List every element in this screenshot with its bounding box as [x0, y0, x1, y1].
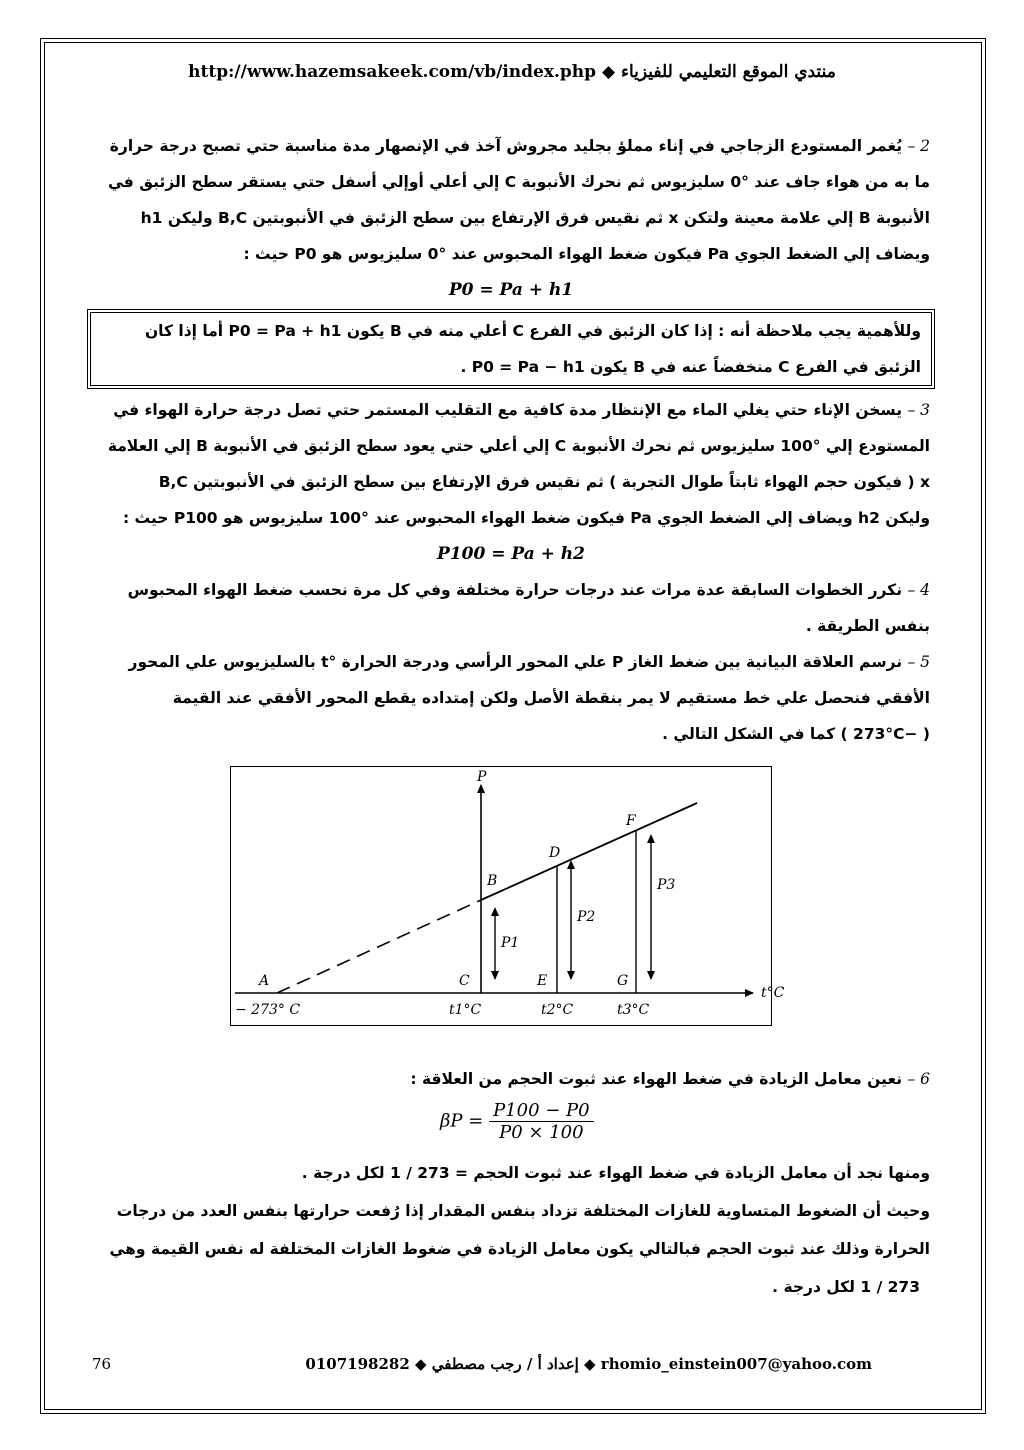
point-a: A: [259, 973, 270, 989]
step5-line2: الأفقي فنحصل علي خط مستقيم لا يمر بنقطة الأصل ولكن إمتداده يقطع المحور الأفقي عند القيمة: [172, 689, 930, 707]
label-p3: P3: [657, 877, 676, 893]
step6-line4: الحرارة وذلك عند ثبوت الحجم فبالتالي يكون معامل الزيادة في ضغوط الغازات المختلفة له نفس القيمة وهي: [109, 1240, 930, 1258]
label-p2: P2: [577, 909, 596, 925]
label-p1: P1: [501, 935, 520, 951]
point-d: D: [549, 845, 561, 861]
step3-line4: وليكن h2 ويضاف إلي الضغط الجوي Pa فيكون ضغط الهواء المحبوس عند °100 سليزيوس هو P100 حيث :: [122, 509, 930, 527]
step6-line2: ومنها نجد أن معامل الزيادة في ضغط الهواء عند ثبوت الحجم = 273 / 1 لكل درجة .: [301, 1164, 930, 1182]
pressure-temperature-graph: [230, 766, 785, 1026]
page-header: [60, 62, 964, 82]
point-c: C: [459, 973, 470, 989]
formula-p100: P100 = Pa + h2: [437, 544, 585, 564]
x-axis-label: t°C: [761, 985, 785, 1001]
beta-formula: [440, 1100, 594, 1143]
step3-line3: x ( فيكون حجم الهواء ثابتاً طوال التجربة ) ثم نقيس فرق الإرتفاع بين سطح الزئبق في الأنبوبتين B,C: [158, 473, 930, 491]
beta-denominator: P0 × 100: [499, 1122, 584, 1143]
point-g: G: [617, 973, 629, 989]
beta-numerator: P100 − P0: [489, 1100, 594, 1122]
step2-line1: 2 – يُغمر المستودع الزجاجي في إناء مملؤ بجليد مجروش آخذ في الإنصهار مدة مناسبة حتي تصبح درجة حرارة: [109, 137, 930, 155]
page-footer: [92, 1355, 932, 1385]
author-credit: إعداد أ / رجب مصطفي ◆ 0107198282 ◆ rhomio_einstein007@yahoo.com: [305, 1355, 872, 1373]
step2-line4: ويضاف إلي الضغط الجوي Pa فيكون ضغط الهواء المحبوس عند °0 سليزيوس هو P0 حيث :: [243, 245, 930, 263]
tick-t3: t3°C: [617, 1002, 650, 1018]
diamond-icon: ◆: [601, 62, 621, 82]
step6-line5: 273 / 1 لكل درجة .: [772, 1278, 920, 1296]
graph-svg: [231, 767, 785, 1025]
point-f: F: [626, 813, 636, 829]
step5-line1: 5 – نرسم العلاقة البيانية بين ضغط الغاز P علي المحور الرأسي ودرجة الحرارة °t بالسليزيوس علي المحور: [128, 653, 930, 671]
step5-line3: ( −273°C ) كما في الشكل التالي .: [662, 725, 930, 743]
step4-line1: 4 – نكرر الخطوات السابقة عدة مرات عند درجات حرارة مختلفة وفي كل مرة نحسب ضغط الهواء المحبوس: [127, 581, 930, 599]
tick-minus-273: − 273° C: [235, 1002, 301, 1018]
tick-t2: t2°C: [541, 1002, 574, 1018]
note-box: [90, 312, 932, 386]
header-forum: منتدي الموقع التعليمي للفيزياء: [620, 62, 836, 82]
formula-p0: P0 = Pa + h1: [448, 280, 574, 300]
beta-lhs: βP =: [440, 1110, 484, 1132]
step3-line1: 3 – يسخن الإناء حتي يغلي الماء مع الإنتظار مدة كافية مع التقليب المستمر حتي تصل درجة حرارة الهواء في: [113, 401, 930, 419]
note-line1: وللأهمية يجب ملاحظة أنه : إذا كان الزئبق في الفرع C أعلي منه في B يكون P0 = Pa + h1 أما إذا كان: [144, 322, 921, 340]
header-url[interactable]: http://www.hazemsakeek.com/vb/index.php: [188, 62, 597, 82]
y-axis-label: P: [477, 769, 487, 785]
point-b: B: [487, 873, 498, 889]
note-line2: الزئبق في الفرع C منخفضاً عنه في B يكون P0 = Pa − h1 .: [460, 358, 921, 376]
step6-line1: 6 – نعين معامل الزيادة في ضغط الهواء عند ثبوت الحجم من العلاقة :: [410, 1070, 930, 1088]
step2-line3: الأنبوبة B إلي علامة معينة ولتكن x ثم نقيس فرق الإرتفاع بين سطح الزئبق في الأنبوبتين B,C وليكن h1: [140, 209, 930, 227]
step4-line2: بنفس الطريقة .: [805, 617, 930, 635]
step2-line2: ما به من هواء جاف عند °0 سليزيوس ثم نحرك الأنبوبة C إلي أعلي أوإلي أسفل حتي يستقر سطح الزئبق في: [107, 173, 930, 191]
tick-t1: t1°C: [449, 1002, 482, 1018]
main-content: [92, 128, 930, 752]
page-number: 76: [92, 1355, 112, 1373]
point-e: E: [537, 973, 548, 989]
step6-line3: وحيث أن الضغوط المتساوية للغازات المختلفة تزداد بنفس المقدار إذا رُفعت حرارتها بنفس العدد من درجات: [116, 1202, 930, 1220]
step3-line2: المستودع إلي °100 سليزيوس ثم نحرك الأنبوبة C إلي أعلي حتي يعود سطح الزئبق في الأنبوبة B إلي العلامة: [107, 437, 930, 455]
beta-fraction: [489, 1100, 594, 1143]
dashed-extrapolation: [277, 900, 481, 993]
step6-content: [92, 1060, 930, 1306]
